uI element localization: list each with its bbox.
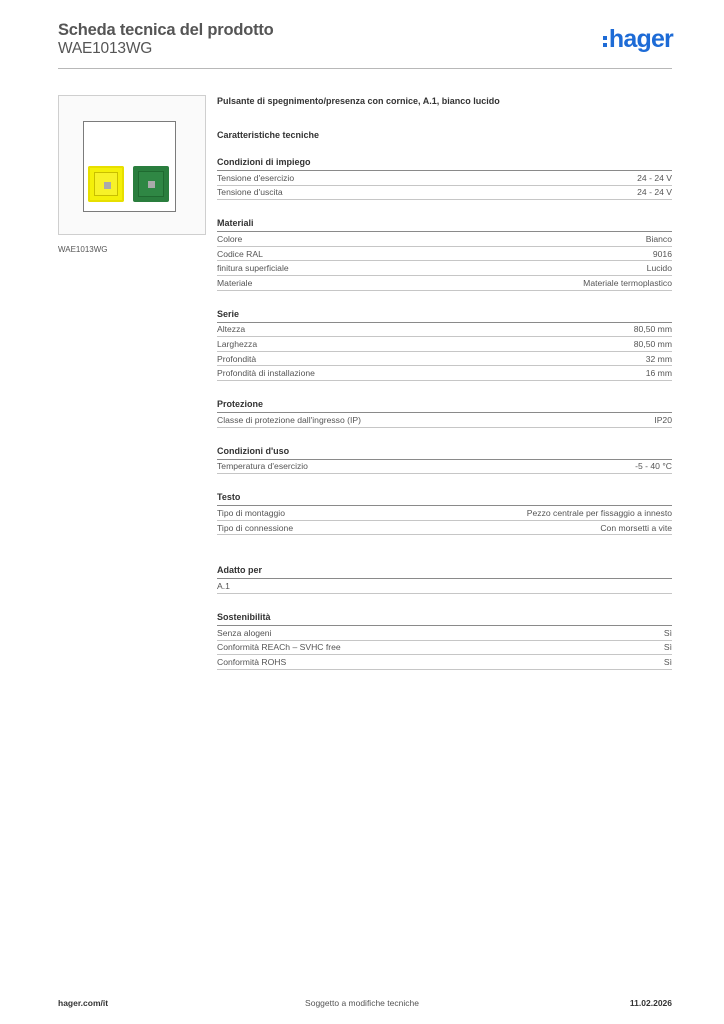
spec-section — [217, 612, 672, 670]
product-code: WAE1013WG — [58, 40, 153, 57]
spec-row — [217, 366, 672, 381]
spec-row — [217, 171, 672, 186]
spec-value: Bianco — [645, 233, 672, 244]
spec-label: Profondità — [217, 353, 257, 364]
spec-row — [217, 323, 672, 338]
hager-logo — [603, 27, 673, 52]
spec-value: Con morsetti a vite — [600, 522, 672, 533]
spec-value: -5 - 40 °C — [635, 461, 672, 472]
spec-value: Sì — [663, 656, 672, 667]
spec-row — [217, 641, 672, 656]
section-title: Sostenibilità — [217, 612, 672, 626]
product-description: Pulsante di spegnimento/presenza con cornice, A.1, bianco lucido — [217, 96, 500, 106]
spec-value: Sì — [663, 627, 672, 638]
section-title: Adatto per — [217, 565, 672, 579]
spec-row — [217, 337, 672, 352]
spec-value: Sì — [663, 642, 672, 653]
spec-row — [217, 413, 672, 428]
spec-row — [217, 261, 672, 276]
spec-label: Materiale — [217, 277, 253, 288]
spec-section — [217, 446, 672, 475]
logo-text: hager — [608, 25, 673, 53]
spec-label: Tipo di montaggio — [217, 507, 285, 518]
spec-label: Temperatura d'esercizio — [217, 461, 308, 472]
spec-label: Colore — [217, 233, 243, 244]
spec-value: 24 - 24 V — [637, 187, 672, 198]
footer-date: 11.02.2026 — [629, 998, 672, 1008]
product-image — [58, 95, 206, 235]
green-button-icon — [133, 166, 169, 202]
spec-heading: Caratteristiche tecniche — [217, 130, 320, 140]
spec-row — [217, 186, 672, 201]
spec-section — [217, 309, 672, 381]
spec-label: Senza alogeni — [217, 627, 272, 638]
spec-value: 9016 — [652, 248, 672, 259]
section-title: Materiali — [217, 218, 672, 232]
switch-plate — [83, 121, 176, 212]
spec-label: A.1 — [217, 581, 230, 592]
section-title: Condizioni d'uso — [217, 446, 672, 460]
spec-value: Materiale termoplastico — [583, 277, 672, 288]
spec-value: 80,50 mm — [633, 338, 672, 349]
spec-label: Tipo di connessione — [217, 522, 294, 533]
section-title: Serie — [217, 309, 672, 323]
spec-row — [217, 655, 672, 670]
spec-section — [217, 492, 672, 535]
yellow-button-icon — [88, 166, 124, 202]
spec-value: Lucido — [646, 263, 672, 274]
led-indicator-icon — [148, 181, 155, 188]
page-title: Scheda tecnica del prodotto — [58, 21, 274, 39]
spec-label: Altezza — [217, 324, 246, 335]
spec-row — [217, 506, 672, 521]
spec-value: 24 - 24 V — [637, 172, 672, 183]
image-caption: WAE1013WG — [58, 245, 108, 254]
spec-content — [217, 96, 672, 670]
spec-section — [217, 565, 672, 594]
footer-note: Soggetto a modifiche tecniche — [305, 998, 419, 1008]
spec-row — [217, 247, 672, 262]
spec-value: 32 mm — [645, 353, 672, 364]
spec-value: Pezzo centrale per fissaggio a innesto — [526, 507, 672, 518]
spec-label: Larghezza — [217, 338, 258, 349]
spec-row — [217, 276, 672, 291]
section-title: Protezione — [217, 399, 672, 413]
spec-row — [217, 626, 672, 641]
led-indicator-icon — [104, 182, 111, 189]
spec-row — [217, 579, 672, 594]
spec-label: Conformità REACh – SVHC free — [217, 642, 341, 653]
spec-label: Classe di protezione dall'ingresso (IP) — [217, 414, 361, 425]
spec-section — [217, 157, 672, 200]
section-title: Testo — [217, 492, 672, 506]
header-divider — [58, 68, 672, 69]
logo-mark-icon — [603, 36, 607, 47]
spec-sections — [217, 157, 672, 670]
footer-website[interactable]: hager.com/it — [58, 998, 109, 1008]
spec-section — [217, 399, 672, 428]
spec-value: IP20 — [654, 414, 672, 425]
spec-value: 16 mm — [645, 368, 672, 379]
spec-section — [217, 218, 672, 290]
spec-label: Tensione d'uscita — [217, 187, 283, 198]
spec-row — [217, 352, 672, 367]
spec-label: Tensione d'esercizio — [217, 172, 295, 183]
spec-label: Profondità di installazione — [217, 368, 315, 379]
spec-label: finitura superficiale — [217, 263, 289, 274]
spec-row — [217, 232, 672, 247]
spec-row — [217, 521, 672, 536]
section-title: Condizioni di impiego — [217, 157, 672, 171]
spec-value: 80,50 mm — [633, 324, 672, 335]
spec-label: Codice RAL — [217, 248, 263, 259]
spec-row — [217, 460, 672, 475]
spec-label: Conformità ROHS — [217, 656, 287, 667]
